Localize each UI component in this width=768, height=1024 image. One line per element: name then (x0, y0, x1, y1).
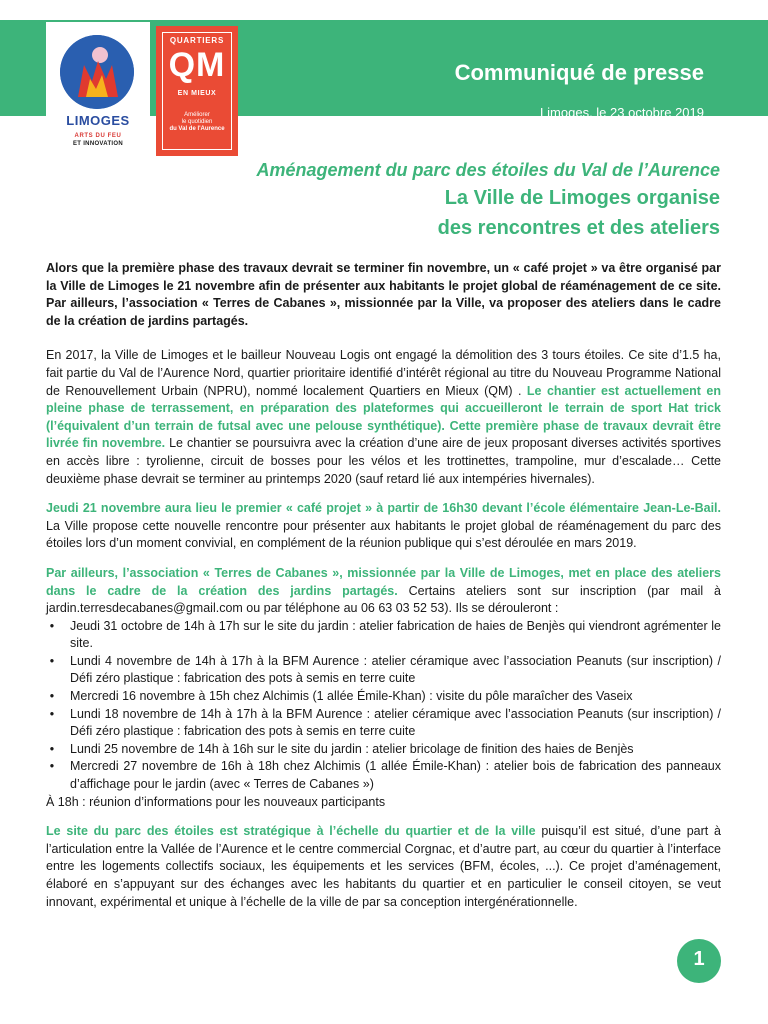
article-body (46, 260, 721, 923)
ateliers-text: Certains ateliers sont sur inscription (par mail à jardin.terresdecabanes@gmail.com ou par téléphone au 06 63 03 52 53). Ils se dérouleront : (46, 583, 721, 616)
paragraph-ateliers (46, 565, 721, 618)
cafe-projet-highlight: Jeudi 21 novembre aura lieu le premier « café projet » à partir de 16h30 devant l’école élémentaire Jean-Le-Bail. (46, 501, 721, 516)
list-item: • Lundi 18 novembre de 14h à 17h à la BFM Aurence : atelier céramique avec l’association Peanuts (sur inscription) / Défi zéro plastique : fabrication des pots à semis en terre cuite (46, 706, 721, 741)
headline-line-2: des rencontres et des ateliers (437, 217, 720, 239)
bullet-icon: • (49, 618, 55, 633)
quartiers-en-mieux-logo (156, 26, 238, 156)
limoges-logo (46, 22, 150, 157)
qm-bottom-text: EN MIEUX (177, 90, 217, 97)
paragraph-context-highlight: Le chantier est actuellement en pleine phase de terrassement, en préparation des plateformes qui accueilleront le terrain de sport Hat trick (l’équivalent d’un terrain de futsal avec une pelouse synthétique). Cette première phase de travaux devrait être livrée fin novembre. (46, 383, 721, 451)
strategic-site-highlight: Le site du parc des étoiles est stratégique à l’échelle du quartier et de la ville (46, 824, 536, 839)
strategic-site-text: puisqu’il est situé, d’une part à l’articulation entre la Vallée de l’Aurence et le centre commercial Corgnac, et d’autre part, au cœur du quartier à l’interface entre les logements collectifs sociaux, les équipements et les services (BFM, écoles, ...). Ce projet d’aménagement, élaboré en s’appuyant sur des échanges avec les habitants du quartier et en particulier le conseil citoyen, se veut innovant, expérimental et unique à l’échelle de la ville de par sa conception intergénérationnelle. (46, 824, 721, 909)
limoges-tagline: ARTS DU FEU (74, 133, 122, 139)
bullet-icon: • (49, 741, 55, 756)
limoges-tagline-2: ET INNOVATION (72, 141, 123, 147)
paragraph-context-intro: En 2017, la Ville de Limoges et le bailleur Nouveau Logis ont engagé la démolition des 3 tours étoiles. Ce site d’1.5 ha, fait partie du Val de l’Aurence Nord, quartier prioritaire identifié d’intérêt régional au titre du Nouveau Programme National de Renouvellement Urbain (NPRU), nommé localement Quartiers en Mieux (QM) . (46, 348, 721, 398)
page-number: 1 (693, 948, 705, 970)
bullet-icon: • (49, 653, 55, 668)
headline-subject: Aménagement du parc des étoiles du Val de l’Aurence (256, 160, 720, 180)
list-item: • Mercredi 27 novembre de 16h à 18h chez Alchimis (1 allée Émile-Khan) : atelier bois de fabrication des panneaux d’affichage pour le jardin (avec « Terres de Cabanes ») (46, 758, 721, 793)
bullet-icon: • (49, 706, 55, 721)
limoges-emblem-icon (60, 35, 134, 109)
cafe-projet-text: La Ville propose cette nouvelle rencontre pour présenter aux habitants le projet global de réaménagement du parc des étoiles lors d’un moment convivial, en complément de la réunion publique qui s’est déroulée en mars 2019. (46, 518, 721, 551)
list-item: • Lundi 25 novembre de 14h à 16h sur le site du jardin : atelier bricolage de finition des haies de Benjès (46, 741, 721, 759)
lead-paragraph: Alors que la première phase des travaux devrait se terminer fin novembre, un « café projet » va être organisé par la Ville de Limoges le 21 novembre afin de présenter aux habitants le projet global de réaménagement de ce site. Par ailleurs, l’association « Terres de Cabanes », missionnée par la Ville, va proposer des ateliers dans le cadre de la création de jardins partagés. (46, 261, 721, 328)
list-item: • Lundi 4 novembre de 14h à 17h à la BFM Aurence : atelier céramique avec l’association Peanuts (sur inscription) / Défi zéro plastique : fabrication des pots à semis en terre cuite (46, 653, 721, 688)
qm-caption-line-2: le quotidien (181, 119, 213, 125)
paragraph-strategic-site (46, 823, 721, 911)
qm-top-text: QUARTIERS (169, 36, 225, 45)
qm-letters: QM (168, 46, 226, 84)
qm-caption-line-1: Améliorer (184, 112, 210, 118)
page-number-badge (677, 939, 721, 983)
press-release-date: Limoges, le 23 octobre 2019 (539, 105, 704, 120)
qm-caption-line-3: du Val de l'Aurence (169, 126, 225, 132)
paragraph-cafe-projet (46, 500, 721, 553)
events-closing-note: À 18h : réunion d’informations pour les nouveaux participants (46, 794, 386, 809)
list-item: • Jeudi 31 octobre de 14h à 17h sur le site du jardin : atelier fabrication de haies de Benjès qui viendront agrémenter le site. (46, 618, 721, 653)
bullet-icon: • (49, 689, 55, 704)
bullet-icon: • (49, 759, 55, 774)
list-item: • Mercredi 16 novembre à 15h chez Alchimis (1 allée Émile-Khan) : visite du pôle maraîcher des Vaseix (46, 688, 721, 706)
events-list (46, 618, 721, 794)
limoges-wordmark: LIMOGES (66, 113, 130, 128)
paragraph-context (46, 347, 721, 488)
qm-caption (160, 112, 234, 133)
headline-line-1: La Ville de Limoges organise (444, 187, 720, 209)
press-release-title: Communiqué de presse (454, 60, 704, 85)
paragraph-context-rest: Le chantier se poursuivra avec la création d’une aire de jeux proposant diverses activités sportives en accès libre : tyrolienne, circuit de bosses pour les vélos et les trottinettes, trampoline, mur d’escalade… Cette deuxième phase devrait se terminer au printemps 2020 (sauf retard lié aux intempéries hivernales). (46, 436, 721, 486)
ateliers-highlight: Par ailleurs, l’association « Terres de Cabanes », missionnée par la Ville de Limoges, met en place des ateliers dans le cadre de la création des jardins partagés. (46, 565, 721, 598)
